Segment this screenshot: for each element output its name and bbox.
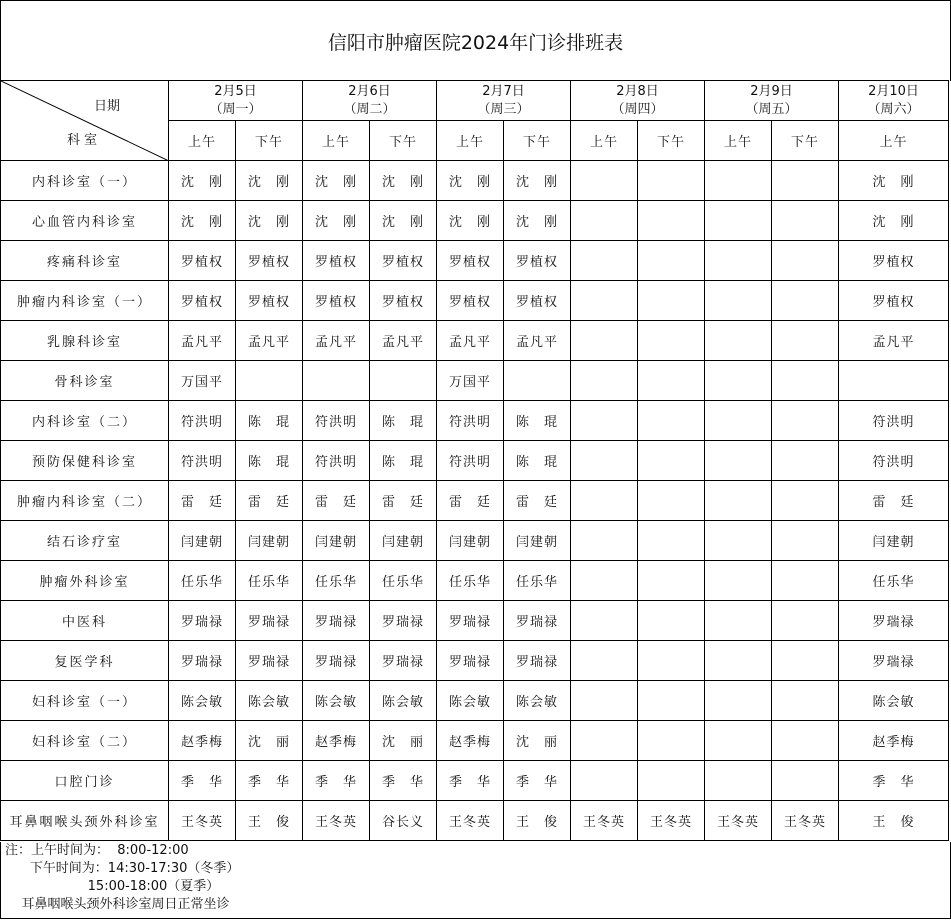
doctor-cell: 孟凡平 [169,321,236,361]
doctor-cell [571,681,638,721]
doctor-cell: 符洪明 [169,401,236,441]
department-name: 复医学科 [1,641,169,681]
department-name: 乳腺科诊室 [1,321,169,361]
notes-block [0,842,951,919]
doctor-cell [571,561,638,601]
doctor-cell [638,321,705,361]
schedule-row [1,521,949,561]
doctor-cell: 罗植权 [504,241,571,281]
doctor-cell: 罗植权 [370,281,437,321]
doctor-cell [772,441,839,481]
date-header-row [1,81,949,121]
doctor-cell [638,721,705,761]
doctor-cell: 季 华 [303,761,370,801]
doctor-cell: 符洪明 [437,441,504,481]
doctor-cell: 陈 琨 [370,441,437,481]
doctor-cell [638,561,705,601]
doctor-cell [772,201,839,241]
department-name: 内科诊室（二） [1,401,169,441]
doctor-cell [571,201,638,241]
doctor-cell: 罗瑞禄 [236,641,303,681]
doctor-cell: 孟凡平 [236,321,303,361]
department-name: 耳鼻咽喉头颈外科诊室 [1,801,169,841]
doctor-cell [638,521,705,561]
department-name: 心血管内科诊室 [1,201,169,241]
doctor-cell: 陈 琨 [370,401,437,441]
department-name: 疼痛科诊室 [1,241,169,281]
doctor-cell [772,721,839,761]
doctor-cell: 罗瑞禄 [370,601,437,641]
doctor-cell: 罗瑞禄 [504,601,571,641]
session-am: 上午 [839,121,949,161]
doctor-cell: 沈 刚 [169,201,236,241]
doctor-cell: 沈 刚 [504,201,571,241]
doctor-cell [705,441,772,481]
doctor-cell: 季 华 [236,761,303,801]
doctor-cell: 季 华 [169,761,236,801]
doctor-cell [638,601,705,641]
department-name: 中医科 [1,601,169,641]
doctor-cell: 孟凡平 [839,321,949,361]
doctor-cell: 罗植权 [303,281,370,321]
doctor-cell: 罗植权 [169,241,236,281]
doctor-cell: 闫建朝 [370,521,437,561]
doctor-cell [638,361,705,401]
doctor-cell: 孟凡平 [504,321,571,361]
schedule-row [1,681,949,721]
department-name: 结石诊疗室 [1,521,169,561]
doctor-cell: 王冬英 [705,801,772,841]
doctor-cell: 罗瑞禄 [504,641,571,681]
doctor-cell: 雷 廷 [504,481,571,521]
department-name: 内科诊室（一） [1,161,169,201]
department-name: 肿瘤内科诊室（二） [1,481,169,521]
schedule-row [1,801,949,841]
doctor-cell: 罗瑞禄 [303,641,370,681]
doctor-cell: 罗植权 [236,241,303,281]
doctor-cell: 罗瑞禄 [839,641,949,681]
note-line: 下午时间为：14:30-17:30（冬季） [5,861,240,876]
doctor-cell [705,601,772,641]
doctor-cell: 任乐华 [370,561,437,601]
doctor-cell: 赵季梅 [169,721,236,761]
doctor-cell [772,281,839,321]
doctor-cell: 王 俊 [236,801,303,841]
doctor-cell [705,561,772,601]
doctor-cell: 罗瑞禄 [437,601,504,641]
doctor-cell [705,281,772,321]
doctor-cell: 雷 廷 [303,481,370,521]
doctor-cell: 罗瑞禄 [303,601,370,641]
date-header-day-2: 2月6日 （周二） [303,81,437,121]
date-header-day-1: 2月5日 （周一） [169,81,303,121]
note-line: 15:00-18:00（夏季） [5,879,220,894]
session-pm: 下午 [504,121,571,161]
schedule-row [1,161,949,201]
doctor-cell: 王冬英 [638,801,705,841]
doctor-cell: 陈会敏 [370,681,437,721]
schedule-row [1,641,949,681]
date-header-day-3: 2月7日 （周三） [437,81,571,121]
doctor-cell [638,481,705,521]
schedule-row [1,721,949,761]
doctor-cell [705,241,772,281]
session-pm: 下午 [370,121,437,161]
department-name: 肿瘤外科诊室 [1,561,169,601]
doctor-cell [772,481,839,521]
doctor-cell: 陈 琨 [236,441,303,481]
doctor-cell: 闫建朝 [504,521,571,561]
doctor-cell [772,761,839,801]
department-name: 骨科诊室 [1,361,169,401]
doctor-cell: 雷 廷 [437,481,504,521]
doctor-cell [504,361,571,401]
doctor-cell: 王冬英 [169,801,236,841]
doctor-cell: 雷 廷 [839,481,949,521]
schedule-row [1,281,949,321]
doctor-cell: 符洪明 [303,401,370,441]
schedule-row [1,361,949,401]
schedule-row [1,321,949,361]
doctor-cell [772,321,839,361]
date-header-day-6: 2月10日 （周六） [839,81,949,121]
doctor-cell: 沈 刚 [303,161,370,201]
doctor-cell: 孟凡平 [370,321,437,361]
doctor-cell [638,681,705,721]
schedule-body [1,161,949,841]
schedule-row [1,481,949,521]
doctor-cell: 罗植权 [303,241,370,281]
doctor-cell [638,761,705,801]
doctor-cell [705,361,772,401]
date-header-day-5: 2月9日 （周五） [705,81,839,121]
doctor-cell: 雷 廷 [169,481,236,521]
doctor-cell: 罗瑞禄 [169,601,236,641]
sheet-title-text: 信阳市肿瘤医院2024年门诊排班表 [327,31,624,54]
doctor-cell [571,761,638,801]
doctor-cell: 罗植权 [236,281,303,321]
sheet-title [0,0,951,81]
schedule-row [1,241,949,281]
doctor-cell: 孟凡平 [303,321,370,361]
doctor-cell: 罗瑞禄 [236,601,303,641]
doctor-cell: 沈 刚 [370,201,437,241]
doctor-cell: 任乐华 [437,561,504,601]
doctor-cell [638,641,705,681]
doctor-cell: 王冬英 [303,801,370,841]
doctor-cell: 王 俊 [839,801,949,841]
doctor-cell [705,201,772,241]
doctor-cell: 罗瑞禄 [437,641,504,681]
doctor-cell: 罗植权 [169,281,236,321]
doctor-cell [571,401,638,441]
corner-diagonal [1,81,169,161]
session-pm: 下午 [236,121,303,161]
session-am: 上午 [169,121,236,161]
session-am: 上午 [437,121,504,161]
doctor-cell: 沈 丽 [370,721,437,761]
doctor-cell [705,481,772,521]
doctor-cell [236,361,303,401]
doctor-cell: 陈 琨 [236,401,303,441]
doctor-cell: 陈会敏 [839,681,949,721]
date-header-day-4: 2月8日 （周四） [571,81,705,121]
department-name: 妇科诊室（一） [1,681,169,721]
doctor-cell: 符洪明 [839,441,949,481]
doctor-cell [705,761,772,801]
doctor-cell [772,241,839,281]
doctor-cell [705,521,772,561]
doctor-cell: 罗植权 [437,241,504,281]
doctor-cell [638,241,705,281]
doctor-cell [571,481,638,521]
doctor-cell [772,401,839,441]
doctor-cell [705,321,772,361]
doctor-cell [370,361,437,401]
doctor-cell [638,401,705,441]
doctor-cell [705,161,772,201]
doctor-cell: 雷 廷 [370,481,437,521]
doctor-cell [571,441,638,481]
doctor-cell [772,161,839,201]
doctor-cell: 赵季梅 [839,721,949,761]
doctor-cell: 任乐华 [504,561,571,601]
doctor-cell: 孟凡平 [437,321,504,361]
doctor-cell: 罗瑞禄 [169,641,236,681]
doctor-cell [571,641,638,681]
doctor-cell: 王冬英 [772,801,839,841]
doctor-cell: 罗植权 [504,281,571,321]
doctor-cell: 沈 刚 [437,161,504,201]
department-name: 妇科诊室（二） [1,721,169,761]
doctor-cell [772,561,839,601]
doctor-cell: 罗瑞禄 [370,641,437,681]
doctor-cell [571,601,638,641]
doctor-cell [571,281,638,321]
doctor-cell [705,681,772,721]
doctor-cell [571,321,638,361]
doctor-cell: 季 华 [504,761,571,801]
session-am: 上午 [571,121,638,161]
doctor-cell: 赵季梅 [303,721,370,761]
doctor-cell: 闫建朝 [236,521,303,561]
doctor-cell [705,641,772,681]
doctor-cell [571,161,638,201]
doctor-cell: 罗植权 [839,281,949,321]
schedule-row [1,401,949,441]
doctor-cell: 王冬英 [437,801,504,841]
doctor-cell: 罗植权 [437,281,504,321]
schedule-row [1,601,949,641]
doctor-cell: 沈 刚 [839,161,949,201]
doctor-cell: 闫建朝 [303,521,370,561]
doctor-cell: 符洪明 [839,401,949,441]
doctor-cell: 闫建朝 [169,521,236,561]
corner-dept-label: 科室 [67,133,102,148]
department-name: 口腔门诊 [1,761,169,801]
doctor-cell: 沈 丽 [236,721,303,761]
doctor-cell [772,681,839,721]
doctor-cell: 雷 廷 [236,481,303,521]
doctor-cell: 沈 刚 [370,161,437,201]
doctor-cell: 任乐华 [169,561,236,601]
doctor-cell: 沈 丽 [504,721,571,761]
schedule-table [0,80,949,841]
doctor-cell: 王冬英 [571,801,638,841]
doctor-cell: 罗植权 [839,241,949,281]
doctor-cell: 任乐华 [839,561,949,601]
session-pm: 下午 [638,121,705,161]
department-name: 预防保健科诊室 [1,441,169,481]
doctor-cell [638,161,705,201]
doctor-cell: 沈 刚 [437,201,504,241]
doctor-cell: 陈 琨 [504,401,571,441]
schedule-row [1,201,949,241]
doctor-cell: 陈 琨 [504,441,571,481]
doctor-cell: 万国平 [169,361,236,401]
doctor-cell [571,361,638,401]
schedule-row [1,561,949,601]
doctor-cell: 闫建朝 [839,521,949,561]
doctor-cell: 万国平 [437,361,504,401]
doctor-cell: 陈会敏 [437,681,504,721]
doctor-cell: 沈 刚 [839,201,949,241]
doctor-cell [705,401,772,441]
doctor-cell: 任乐华 [303,561,370,601]
doctor-cell: 沈 刚 [504,161,571,201]
corner-header-cell [1,81,169,161]
corner-date-label: 日期 [93,99,120,114]
doctor-cell: 王 俊 [504,801,571,841]
doctor-cell [839,361,949,401]
doctor-cell: 罗植权 [370,241,437,281]
doctor-cell: 陈会敏 [236,681,303,721]
doctor-cell: 谷长义 [370,801,437,841]
doctor-cell [303,361,370,401]
schedule-row [1,761,949,801]
doctor-cell: 沈 刚 [236,161,303,201]
doctor-cell [772,601,839,641]
doctor-cell: 季 华 [839,761,949,801]
doctor-cell: 任乐华 [236,561,303,601]
session-am: 上午 [705,121,772,161]
doctor-cell [705,721,772,761]
doctor-cell: 符洪明 [169,441,236,481]
doctor-cell: 沈 刚 [169,161,236,201]
session-pm: 下午 [772,121,839,161]
doctor-cell [571,521,638,561]
doctor-cell: 罗瑞禄 [839,601,949,641]
doctor-cell [571,721,638,761]
note-line: 耳鼻咽喉头颈外科诊室周日正常坐诊 [5,897,230,912]
note-line: 注：上午时间为： 8:00-12:00 [5,843,189,858]
doctor-cell: 闫建朝 [437,521,504,561]
doctor-cell: 符洪明 [303,441,370,481]
doctor-cell: 季 华 [370,761,437,801]
doctor-cell [638,441,705,481]
doctor-cell: 符洪明 [437,401,504,441]
doctor-cell: 陈会敏 [504,681,571,721]
doctor-cell [772,361,839,401]
doctor-cell [772,521,839,561]
schedule-row [1,441,949,481]
doctor-cell: 沈 刚 [236,201,303,241]
doctor-cell: 陈会敏 [303,681,370,721]
session-am: 上午 [303,121,370,161]
doctor-cell [772,641,839,681]
doctor-cell: 陈会敏 [169,681,236,721]
doctor-cell [571,241,638,281]
doctor-cell: 赵季梅 [437,721,504,761]
doctor-cell [638,201,705,241]
doctor-cell: 沈 刚 [303,201,370,241]
doctor-cell [638,281,705,321]
doctor-cell: 季 华 [437,761,504,801]
department-name: 肿瘤内科诊室（一） [1,281,169,321]
